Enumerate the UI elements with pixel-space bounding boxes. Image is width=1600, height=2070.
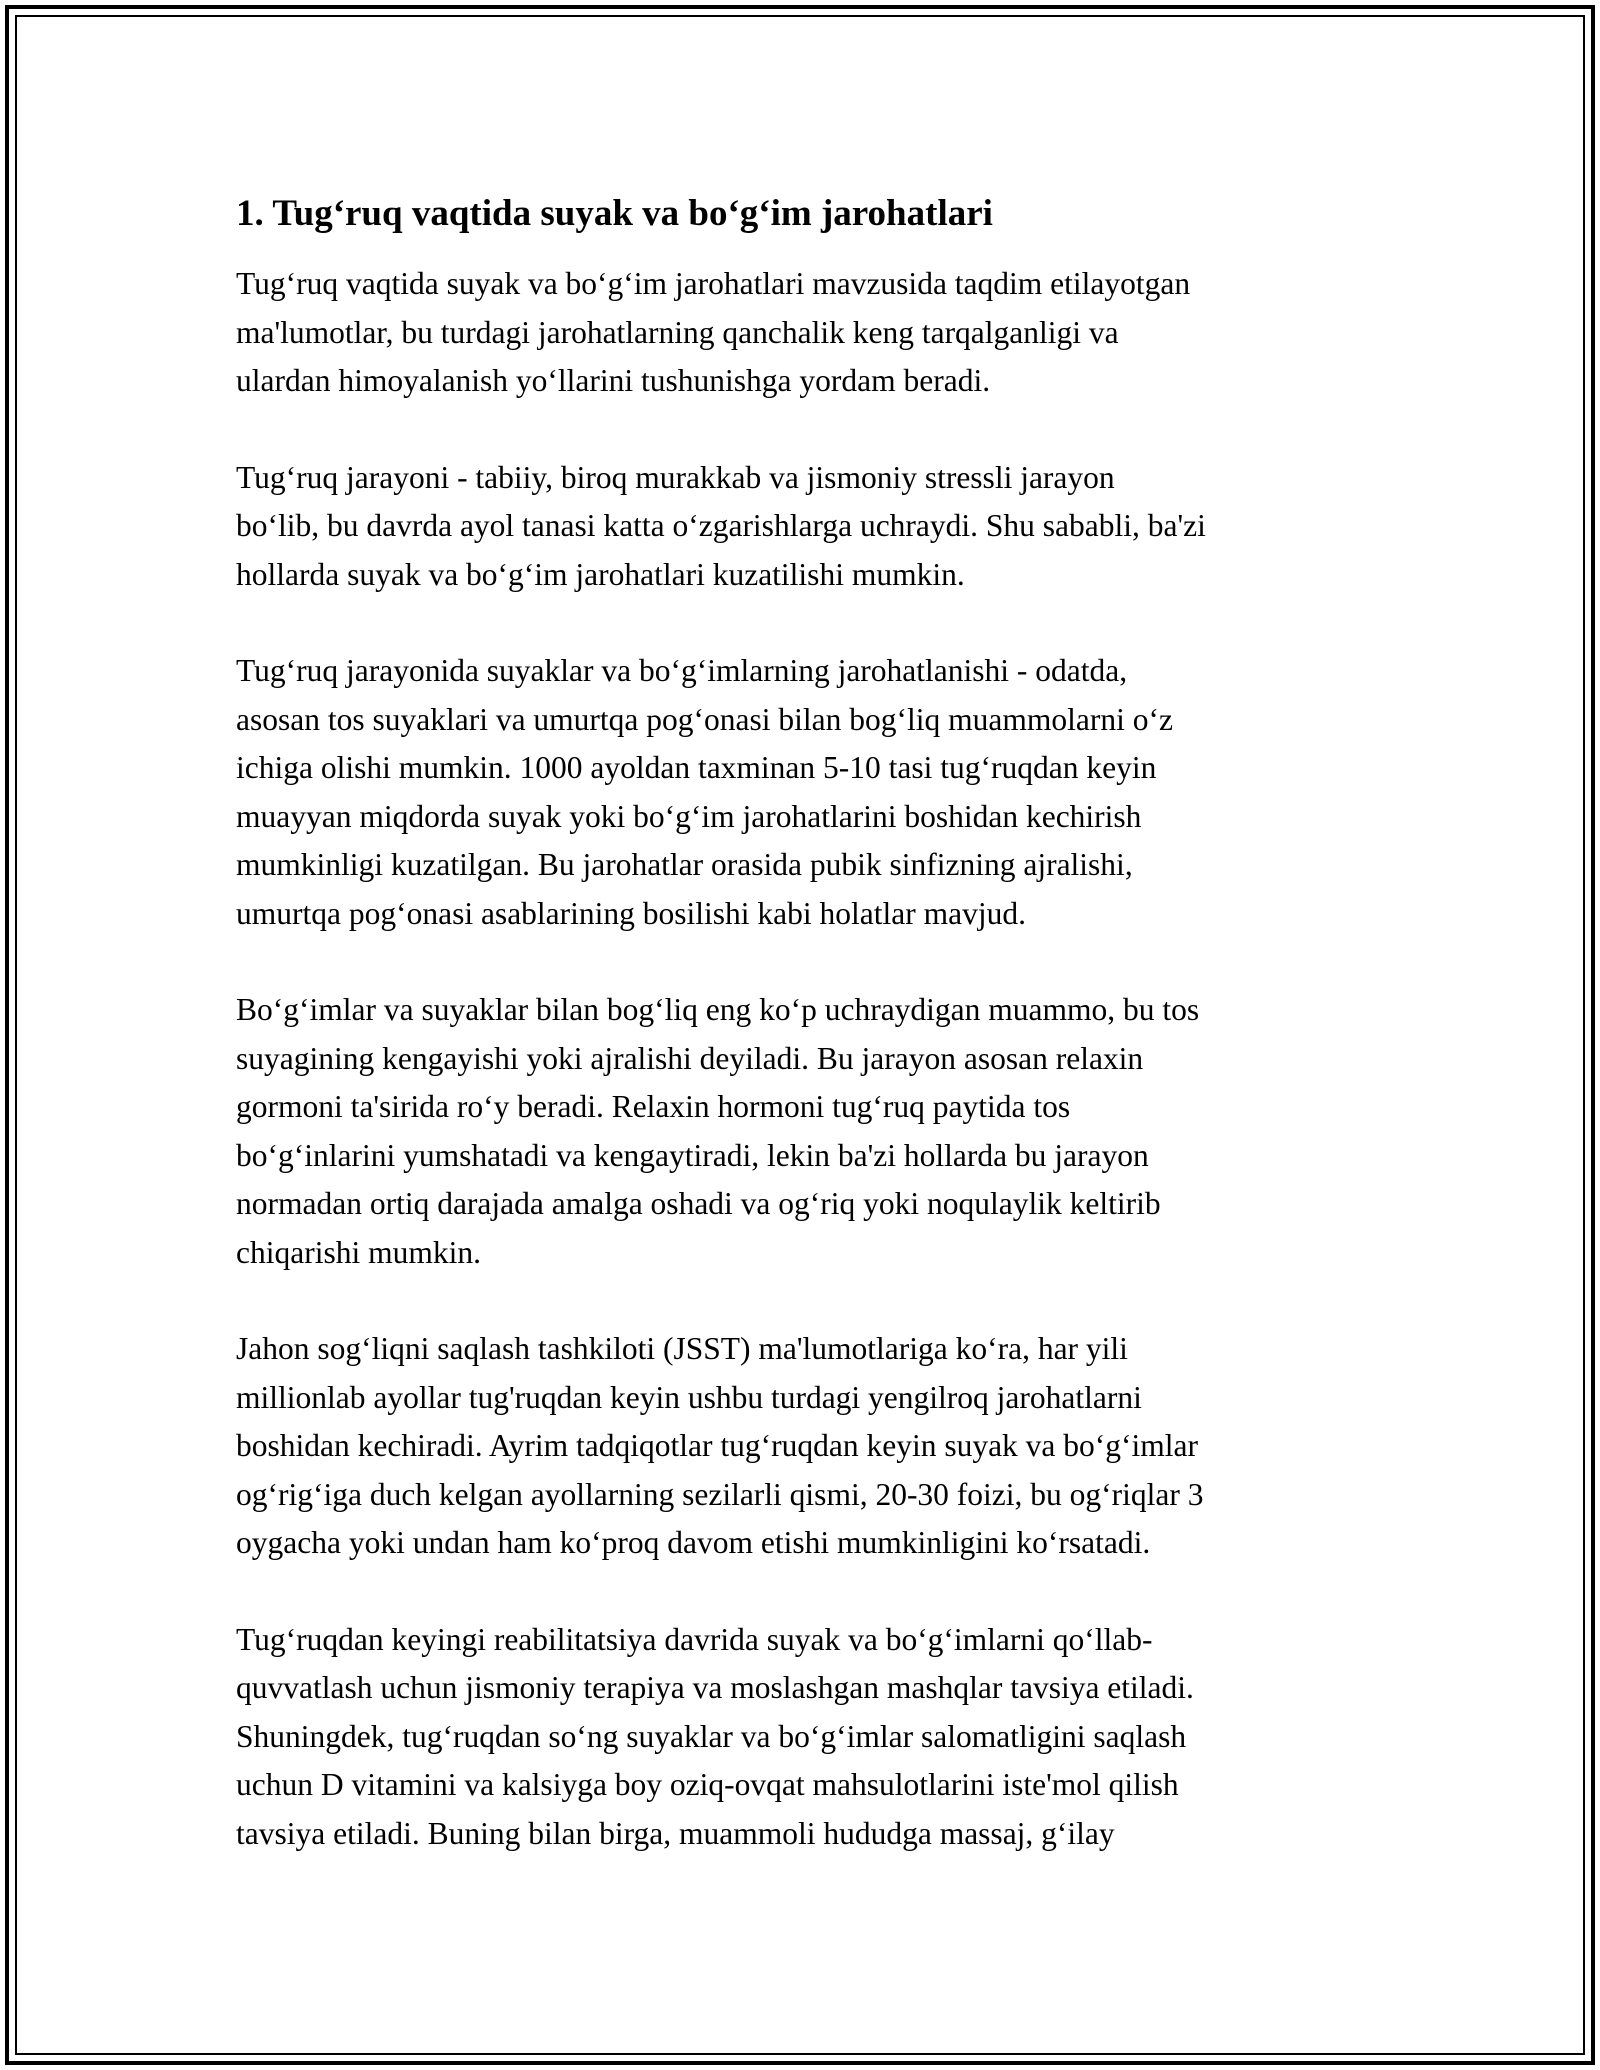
text-line: umurtqa pog‘onasi asablarining bosilishi kabi holatlar mavjud.	[236, 895, 1026, 931]
text-line: Tug‘ruq jarayoni - tabiiy, biroq murakkab va jismoniy stressli jarayon	[236, 459, 1115, 495]
text-line: boshidan kechiradi. Ayrim tadqiqotlar tug‘ruqdan keyin suyak va bo‘g‘imlar	[236, 1428, 1198, 1463]
text-line: normadan ortiq darajada amalga oshadi va og‘riq yoki noqulaylik keltirib	[236, 1186, 1161, 1221]
text-line: suyagining kengayishi yoki ajralishi deyiladi. Bu jarayon asosan relaxin	[236, 1040, 1144, 1076]
paragraph-2	[236, 454, 1376, 600]
text-line: ma'lumotlar, bu turdagi jarohatlarning qanchalik keng tarqalganligi va	[236, 314, 1119, 350]
text-line: og‘rig‘iga duch kelgan ayollarning sezilarli qismi, 20-30 foizi, bu og‘riqlar 3	[236, 1476, 1204, 1512]
text-line: muayyan miqdorda suyak yoki bo‘g‘im jarohatlarini boshidan kechirish	[236, 798, 1142, 834]
text-line: Jahon sog‘liqni saqlash tashkiloti (JSST) ma'lumotlariga ko‘ra, har yili	[236, 1331, 1128, 1366]
text-line: Tug‘ruq jarayonida suyaklar va bo‘g‘imlarning jarohatlanishi - odatda,	[236, 653, 1128, 688]
text-line: millionlab ayollar tug'ruqdan keyin ushbu turdagi yengilroq jarohatlarni	[236, 1379, 1142, 1415]
text-line: gormoni ta'sirida ro‘y beradi. Relaxin hormoni tug‘ruq paytida tos	[236, 1089, 1071, 1124]
text-line: bo‘lib, bu davrda ayol tanasi katta o‘zgarishlarga uchraydi. Shu sababli, ba'zi	[236, 508, 1206, 543]
paragraph-4	[236, 986, 1376, 1277]
paragraph-1	[236, 260, 1376, 406]
paragraph-6	[236, 1616, 1376, 1859]
text-line: tavsiya etiladi. Buning bilan birga, muammoli hududga massaj, g‘ilay	[236, 1815, 1115, 1851]
text-line: Bo‘g‘imlar va suyaklar bilan bog‘liq eng ko‘p uchraydigan muammo, bu tos	[236, 992, 1200, 1027]
text-line: oygacha yoki undan ham ko‘proq davom etishi mumkinligini ko‘rsatadi.	[236, 1525, 1151, 1560]
paragraph-5	[236, 1325, 1376, 1568]
text-line: mumkinligi kuzatilgan. Bu jarohatlar orasida pubik sinfizning ajralishi,	[236, 847, 1133, 882]
text-line: chiqarishi mumkin.	[236, 1234, 481, 1270]
text-line: Tug‘ruq vaqtida suyak va bo‘g‘im jarohatlari mavzusida taqdim etilayotgan	[236, 266, 1191, 301]
text-line: bo‘g‘inlarini yumshatadi va kengaytiradi, lekin ba'zi hollarda bu jarayon	[236, 1137, 1149, 1173]
text-line: Shuningdek, tug‘ruqdan so‘ng suyaklar va bo‘g‘imlar salomatligini saqlash	[236, 1718, 1187, 1754]
text-line: ulardan himoyalanish yo‘llarini tushunishga yordam beradi.	[236, 363, 991, 398]
section-title: 1. Tug‘ruq vaqtida suyak va bo‘g‘im jarohatlari	[236, 193, 993, 234]
text-line: quvvatlash uchun jismoniy terapiya va moslashgan mashqlar tavsiya etiladi.	[236, 1670, 1194, 1705]
text-line: asosan tos suyaklari va umurtqa pog‘onasi bilan bog‘liq muammolarni o‘z	[236, 701, 1173, 737]
text-line: hollarda suyak va bo‘g‘im jarohatlari kuzatilishi mumkin.	[236, 556, 965, 592]
text-line: Tug‘ruqdan keyingi reabilitatsiya davrida suyak va bo‘g‘imlarni qo‘llab-	[236, 1621, 1153, 1657]
document-body	[236, 188, 1376, 1906]
text-line: ichiga olishi mumkin. 1000 ayoldan taxminan 5-10 tasi tug‘ruqdan keyin	[236, 750, 1157, 785]
paragraph-3	[236, 647, 1376, 938]
text-line: uchun D vitamini va kalsiyga boy oziq-ovqat mahsulotlarini iste'mol qilish	[236, 1767, 1179, 1802]
